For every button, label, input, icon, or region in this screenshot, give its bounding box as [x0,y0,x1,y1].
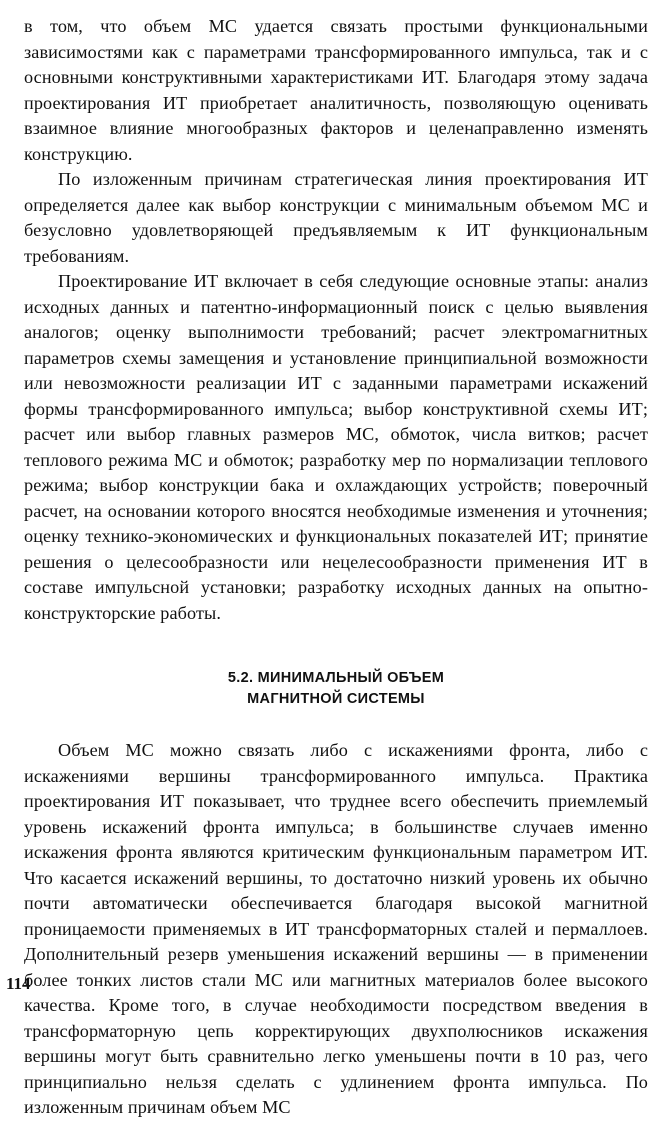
page-number: 114 [6,974,31,993]
section-heading-line-2: МАГНИТНОЙ СИСТЕМЫ [247,691,425,707]
paragraph-2: По изложенным причинам стратегическая линия проектирования ИТ определяется далее как выбор конструкции с минимальным объемом МС и безусловно удовлетворяющей предъявляемым к ИТ функциональным требованиям. [24,169,648,266]
paragraph-4: Объем МС можно связать либо с искажениями фронта, либо с искажениями вершины трансформированного импульса. Практика проектирования ИТ показывает, что труднее всего обеспечить приемлемый уровень искажений фронта импульса; в большинстве случаев именно искажения фронта являются критическим функциональным параметром ИТ. Что касается искажений вершины, то достаточно низкий уровень их обычно почти автоматически обеспечивается благодаря высокой магнитной проницаемости применяемых в ИТ трансформаторных сталей и пермаллоев. Дополнительный резерв уменьшения искажений вершины — в применении более тонких листов стали МС или магнитных материалов более высокого качества. Кроме того, в случае необходимости посредством введения в трансформаторную цепь корректирующих двухполюсников искажения вершины могут быть сравнительно легко уменьшены почти в 10 раз, чего принципиально нельзя сделать с удлинением фронта импульса. По изложенным причинам объем МС [24,740,648,1117]
paragraph-3: Проектирование ИТ включает в себя следующие основные этапы: анализ исходных данных и патентно-информационный поиск с целью выявления аналогов; оценку выполнимости требований; расчет электромагнитных параметров схемы замещения и установление принципиальной возможности или невозможности реализации ИТ с заданными параметрами искажений формы трансформированного импульса; выбор конструктивной схемы ИТ; расчет или выбор главных размеров МС, обмоток, числа витков; расчет теплового режима МС и обмоток; разработку мер по нормализации теплового режима; выбор конструкции бака и охлаждающих устройств; поверочный расчет, на основании которого вносятся необходимые изменения и уточнения; оценку технико-экономических и функциональных показателей ИТ; принятие решения о целесообразности или нецелесообразности применения ИТ в составе импульсной установки; разработку исходных данных на опытно-конструкторские работы. [24,271,648,623]
section-heading [24,668,648,710]
document-page [24,14,648,1117]
paragraph-1: в том, что объем МС удается связать простыми функциональными зависимостями как с параметрами трансформированного импульса, так и с основными конструктивными характеристиками ИТ. Благодаря этому задача проектирования ИТ приобретает аналитичность, позволяющую оценивать взаимное влияние многообразных факторов и целенаправленно изменять конструкцию. [24,16,648,164]
section-heading-line-1: 5.2. МИНИМАЛЬНЫЙ ОБЪЕМ [227,670,445,686]
